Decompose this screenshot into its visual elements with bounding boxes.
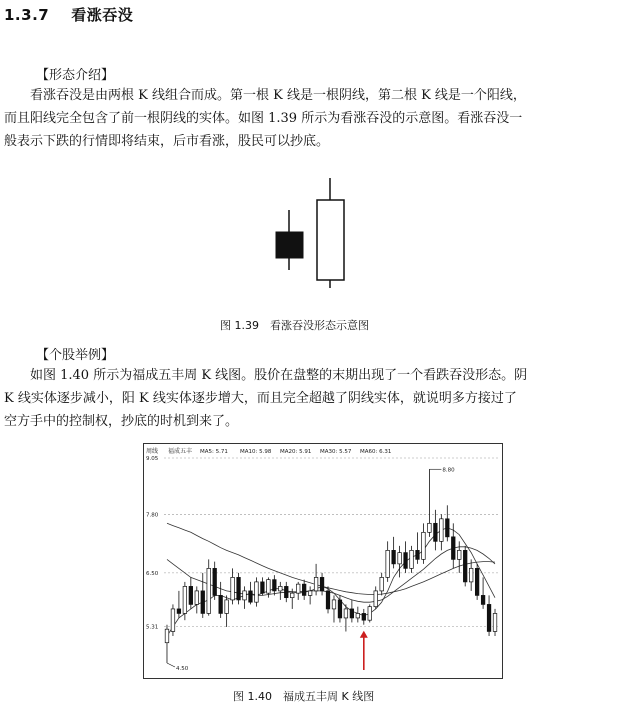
figure-1-40-caption: 图 1.40 福成五丰周 K 线图 (233, 690, 375, 703)
candle-body-28 (326, 591, 330, 609)
candle-body-54 (481, 595, 485, 604)
part2-line-2: K 线实体逐步减小，阳 K 线实体逐步增大，而且完全超越了阴线实体，就说明多方接过了 (4, 391, 517, 406)
candle-body-11 (225, 600, 229, 614)
low-annotation: 4.50 (175, 665, 189, 672)
low-marker-line (167, 663, 175, 667)
bearish-candle-body (276, 232, 303, 258)
candle-body-42 (410, 550, 414, 568)
candle-body-26 (314, 577, 318, 591)
candle-body-34 (362, 613, 366, 620)
bullish-candle-body (317, 200, 344, 280)
kline-chart-svg (144, 444, 502, 678)
candle-body-16 (255, 582, 259, 602)
candle-body-6 (195, 591, 199, 605)
candle-body-47 (440, 519, 444, 542)
y-tick-label-1: 9.05 (146, 456, 159, 462)
candle-body-49 (451, 537, 455, 560)
candle-body-32 (350, 609, 354, 618)
candle-body-50 (457, 550, 461, 559)
candle-body-13 (237, 577, 241, 600)
chart-ma-label-5: MA60: 6.31 (360, 449, 392, 455)
section-number: 1.3.7 (4, 6, 50, 24)
candle-body-31 (344, 609, 348, 618)
candle-body-46 (434, 523, 438, 541)
candle-body-3 (177, 609, 181, 614)
y-tick-label-2: 7.80 (146, 512, 159, 519)
candle-body-12 (231, 577, 235, 600)
part2-line-1: 如图 1.40 所示为福成五丰周 K 线图。股价在盘整的末期出现了一个看跌吞没形态。阴 (30, 368, 528, 383)
candle-body-23 (296, 584, 300, 593)
chart-period-label: 周线 (146, 448, 159, 455)
candle-body-51 (463, 550, 467, 582)
candle-body-17 (261, 582, 265, 593)
candle-body-4 (183, 586, 187, 613)
part2-line-3: 空方手中的控制权，抄底的时机到来了。 (4, 414, 239, 429)
high-annotation: 8.80 (442, 467, 455, 474)
candle-body-37 (380, 577, 384, 591)
candle-body-18 (267, 580, 271, 594)
candle-body-45 (428, 523, 432, 532)
part2-heading: 【个股举例】 (36, 348, 115, 363)
part1-line-1: 看涨吞没是由两根 K 线组合而成。第一根 K 线是一根阴线，第二根 K 线是一个阳线， (30, 88, 526, 103)
candle-body-7 (201, 591, 205, 614)
section-heading (4, 4, 133, 25)
part1-paragraph (4, 84, 621, 153)
part1-line-3: 般表示下跌的行情即将结束，后市看涨，股民可以抄底。 (4, 134, 330, 149)
part2-paragraph (4, 364, 621, 433)
chart-ma-label-3: MA20: 5.91 (280, 449, 312, 455)
candle-body-41 (404, 553, 408, 569)
candle-body-8 (207, 568, 211, 613)
candle-body-22 (290, 593, 294, 598)
candle-body-36 (374, 591, 378, 607)
chart-ma-label-4: MA30: 5.57 (320, 449, 352, 455)
chart-ma-label-2: MA10: 5.98 (240, 449, 272, 455)
candle-body-24 (302, 584, 306, 595)
candle-body-14 (243, 591, 247, 600)
candle-body-53 (475, 568, 479, 595)
candle-body-30 (338, 600, 342, 618)
candle-body-29 (332, 600, 336, 609)
section-title: 看涨吞没 (71, 6, 134, 24)
candle-body-1 (165, 629, 169, 643)
candle-body-20 (279, 586, 283, 591)
candle-body-25 (308, 591, 312, 596)
candle-body-5 (189, 586, 193, 604)
candle-body-39 (392, 550, 396, 564)
candle-body-40 (398, 553, 402, 564)
engulfing-diagram (270, 170, 360, 290)
y-tick-label-3: 6.50 (146, 570, 159, 577)
candle-body-35 (368, 607, 372, 621)
candle-body-38 (386, 550, 390, 577)
candle-body-15 (249, 591, 253, 602)
candle-body-21 (284, 586, 288, 597)
candle-body-19 (273, 580, 277, 591)
candle-body-10 (219, 595, 223, 613)
candle-body-48 (446, 519, 450, 537)
candle-body-52 (469, 568, 473, 582)
chart-stock-name: 福成五丰 (168, 448, 193, 455)
red-arrow-head (360, 631, 368, 638)
y-tick-label-4: 5.31 (146, 624, 159, 631)
candle-body-43 (416, 550, 420, 559)
weekly-kline-chart (143, 443, 503, 679)
candle-body-9 (213, 568, 217, 595)
chart-ma-label-1: MA5: 5.71 (200, 449, 228, 455)
candle-body-55 (487, 604, 491, 631)
part1-line-2: 而且阳线完全包含了前一根阴线的实体。如图 1.39 所示为看涨吞没的示意图。看涨吞没一 (4, 111, 523, 126)
candle-body-2 (171, 609, 175, 632)
candle-body-27 (320, 577, 324, 591)
candle-body-44 (422, 532, 426, 559)
part1-heading: 【形态介绍】 (36, 68, 115, 83)
figure-1-39-caption: 图 1.39 看涨吞没形态示意图 (220, 319, 369, 332)
candle-body-56 (493, 613, 497, 631)
candle-body-33 (356, 613, 360, 618)
